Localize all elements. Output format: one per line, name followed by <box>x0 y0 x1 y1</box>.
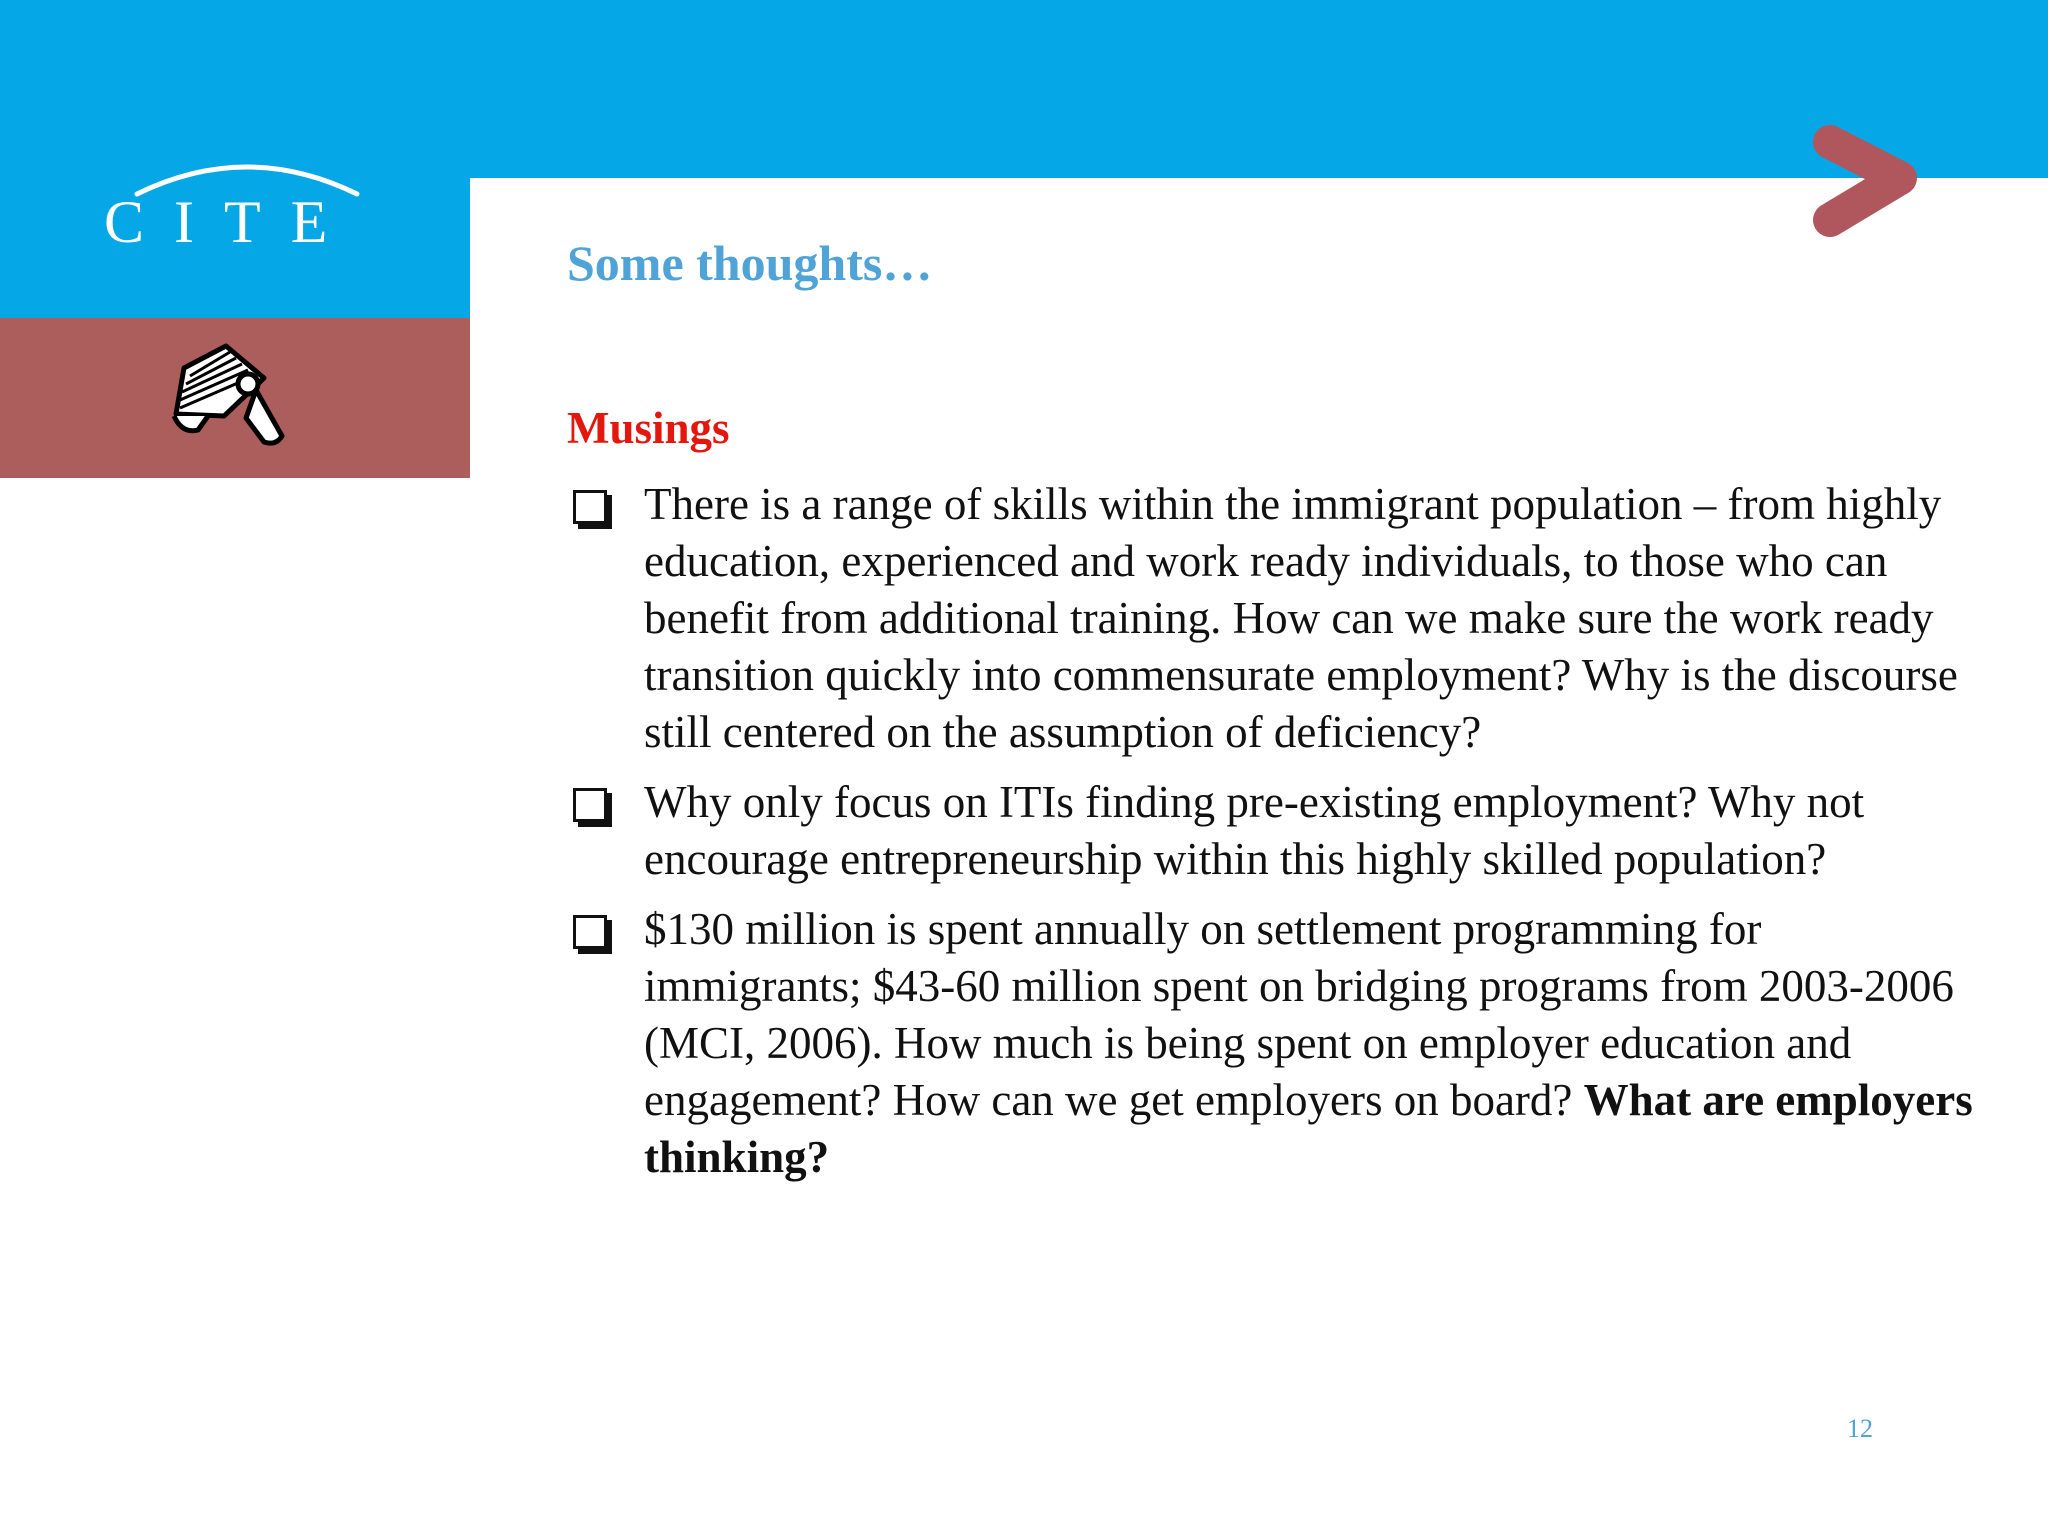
rolodex-icon <box>164 338 294 453</box>
chevron-right-icon <box>1808 118 1928 248</box>
bullet-item-skills-range <box>567 476 1987 761</box>
section-heading: Musings <box>567 403 730 453</box>
checkbox-icon <box>573 788 607 822</box>
bullet-item-funding <box>567 901 1987 1186</box>
bullet-text: $130 million is spent annually on settlement programming for immigrants; $43-60 million spent on bridging programs from 2003-2006 (MCI, 2006). How much is being spent on employer education and engagement? How can we get employers on board? <box>644 904 1954 1125</box>
bullet-item-entrepreneurship <box>567 774 1987 888</box>
bullet-bold-question: What are employers thinking? <box>644 1075 1973 1182</box>
bullet-list <box>567 476 1987 1199</box>
page-number: 12 <box>1847 1414 1873 1443</box>
logo-text: CITE <box>104 189 358 255</box>
bullet-text: There is a range of skills within the immigrant population – from highly education, experienced and work ready individuals, to those who can benefit from additional training. How can we make sure the work ready transition quickly into commensurate employment? Why is the discourse still centered on the assumption of deficiency? <box>644 479 1958 757</box>
checkbox-icon <box>573 490 607 524</box>
checkbox-icon <box>573 915 607 949</box>
page-title: Some thoughts… <box>567 235 933 291</box>
bullet-text: Why only focus on ITIs finding pre-existing employment? Why not encourage entrepreneurship within this highly skilled population? <box>644 777 1865 884</box>
